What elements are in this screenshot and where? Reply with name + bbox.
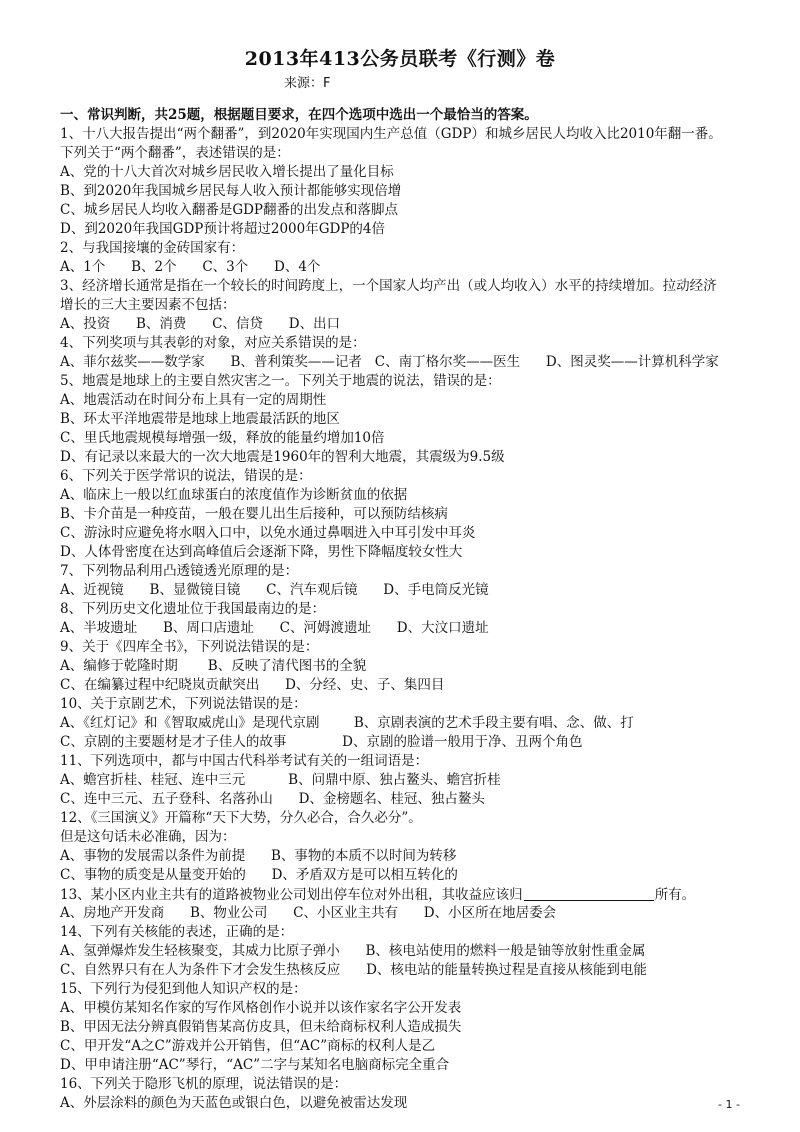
line-text: A、外层涂料的颜色为天蓝色或银白色，以避免被雷达发现 (60, 1095, 408, 1111)
line-text: C、连中三元、五子登科、名落孙山 D、金榜题名、桂冠、独占鳌头 (60, 791, 485, 807)
text-line (60, 372, 760, 391)
text-line (60, 581, 760, 600)
line-text: C、甲开发“A之C”游戏并公开销售，但“AC”商标的权利人是乙 (60, 1038, 436, 1054)
text-line (60, 353, 760, 372)
text-line (60, 543, 760, 562)
line-text: C、事物的质变是从量变开始的 D、矛盾双方是可以相互转化的 (60, 867, 458, 883)
line-tail-text: 所有。 (654, 887, 696, 903)
line-text: A、氢弹爆炸发生轻核聚变，其威力比原子弹小 B、核电站使用的燃料一般是铀等放射性重金属 (60, 943, 646, 959)
text-line (60, 201, 760, 220)
text-line (60, 657, 760, 676)
text-line (60, 866, 760, 885)
line-text: 15、下列行为侵犯到他人知识产权的是： (60, 981, 307, 997)
text-line (60, 942, 760, 961)
text-line (60, 961, 760, 980)
text-line (60, 163, 760, 182)
line-text: 9、关于《四库全书》，下列说法错误的是： (60, 639, 319, 655)
text-line (60, 771, 760, 790)
line-text: A、1个 B、2个 C、3个 D、4个 (60, 259, 321, 275)
text-line (60, 638, 760, 657)
line-text: 2、与我国接壤的金砖国家有： (60, 240, 245, 256)
text-line (60, 315, 760, 334)
text-line (60, 429, 760, 448)
text-line (60, 467, 760, 486)
line-text: 一、常识判断，共25题，根据题目要求，在四个选项中选出一个最恰当的答案。 (60, 107, 538, 123)
text-line (60, 600, 760, 619)
text-line (60, 239, 760, 258)
line-text: C、里氏地震规模每增强一级，释放的能量约增加10倍 (60, 430, 385, 446)
line-text: 增长的三大主要因素不包括： (60, 297, 236, 313)
text-line (60, 752, 760, 771)
line-text: A、近视镜 B、显微镜目镜 C、汽车观后镜 D、手电筒反光镜 (60, 582, 489, 598)
text-line (60, 847, 760, 866)
line-text: B、卡介苗是一种疫苗，一般在婴儿出生后接种，可以预防结核病 (60, 506, 448, 522)
line-text: 8、下列历史文化遗址位于我国最南边的是： (60, 601, 326, 617)
text-line (60, 410, 760, 429)
line-text: 4、下列奖项与其表彰的对象，对应关系错误的是： (60, 335, 366, 351)
text-line (60, 220, 760, 239)
line-text: C、京剧的主要题材是才子佳人的故事 D、京剧的脸谱一般用于净、丑两个角色 (60, 734, 583, 750)
text-line (60, 1018, 760, 1037)
line-text: B、到2020年我国城乡居民每人收入预计都能够实现倍增 (60, 183, 402, 199)
line-text: A、甲模仿某知名作家的写作风格创作小说并以该作家名字公开发表 (60, 1000, 462, 1016)
line-text: A、房地产开发商 B、物业公司 C、小区业主共有 D、小区所在地居委会 (60, 905, 557, 921)
text-line (60, 790, 760, 809)
source-label: 来源： (284, 76, 324, 91)
text-line (60, 714, 760, 733)
line-text: 13、某小区内业主共有的道路被物业公司划出停车位对外出租，其收益应该归 (60, 887, 523, 903)
line-text: A、临床上一般以红血球蛋白的浓度值作为诊断贫血的依据 (60, 487, 408, 503)
text-line (60, 904, 760, 923)
text-line (60, 1037, 760, 1056)
line-text: C、城乡居民人均收入翻番是GDP翻番的出发点和落脚点 (60, 202, 399, 218)
line-text: A、蟾宫折桂、桂冠、连中三元 B、问鼎中原、独占鳌头、蟾宫折桂 (60, 772, 501, 788)
line-text: A、半坡遗址 B、周口店遗址 C、河姆渡遗址 D、大汶口遗址 (60, 620, 489, 636)
line-text: A、地震活动在时间分布上具有一定的周期性 (60, 392, 327, 408)
section-heading (60, 106, 760, 125)
text-line (60, 486, 760, 505)
text-line (60, 695, 760, 714)
line-text: 12、《三国演义》开篇称“天下大势，分久必合，合久必分”。 (60, 810, 422, 826)
text-line (60, 809, 760, 828)
text-line (60, 999, 760, 1018)
document-title: 2013年413公务员联考《行测》卷 (244, 48, 556, 70)
line-text: B、环太平洋地震带是地球上地震最活跃的地区 (60, 411, 340, 427)
line-text: D、有记录以来最大的一次大地震是1960年的智利大地震，其震级为9.5级 (60, 449, 505, 465)
text-line (60, 182, 760, 201)
line-text: 14、下列有关核能的表述，正确的是： (60, 924, 294, 940)
line-text: A、《红灯记》和《智取威虎山》是现代京剧 B、京剧表演的艺术手段主要有唱、念、做、打 (60, 715, 634, 731)
line-text: 7、下列物品利用凸透镜透光原理的是： (60, 563, 299, 579)
line-text: A、编修于乾隆时期 B、反映了清代图书的全貌 (60, 658, 367, 674)
text-line (60, 1075, 760, 1094)
text-line (60, 980, 760, 999)
fill-in-blank (524, 885, 654, 901)
text-line (60, 619, 760, 638)
text-line (60, 144, 760, 163)
line-text: 3、经济增长通常是指在一个较长的时间跨度上，一个国家人均产出（或人均收入）水平的持续增加。拉动经济 (60, 278, 717, 294)
question-list (60, 106, 760, 1113)
text-line (60, 676, 760, 695)
line-text: A、事物的发展需以条件为前提 B、事物的本质不以时间为转移 (60, 848, 457, 864)
line-text: C、游泳时应避免将水咽入口中，以免水通过鼻咽进入中耳引发中耳炎 (60, 525, 476, 541)
text-line (60, 505, 760, 524)
text-line (60, 277, 760, 296)
line-text: 5、地震是地球上的主要自然灾害之一。下列关于地震的说法，错误的是： (60, 373, 501, 389)
line-text: 6、下列关于医学常识的说法，错误的是： (60, 468, 312, 484)
line-text: D、人体骨密度在达到高峰值后会逐渐下降，男性下降幅度较女性大 (60, 544, 463, 560)
page-number: - 1 - (718, 1098, 740, 1111)
line-text: B、甲因无法分辨真假销售某高仿皮具，但未给商标权利人造成损失 (60, 1019, 462, 1035)
text-line (60, 733, 760, 752)
line-text: C、在编纂过程中纪晓岚贡献突出 D、分经、史、子、集四目 (60, 677, 445, 693)
text-line (60, 258, 760, 277)
text-line (60, 296, 760, 315)
line-text: 16、下列关于隐形飞机的原理，说法错误的是： (60, 1076, 348, 1092)
line-text: 下列关于“两个翻番”，表述错误的是： (60, 145, 290, 161)
line-text: A、投资 B、消费 C、信贷 D、出口 (60, 316, 341, 332)
line-text: 1、十八大报告提出“两个翻番”，到2020年实现国内生产总值（GDP）和城乡居民人均收入比2010年翻一番。 (60, 126, 722, 142)
line-text: 10、关于京剧艺术，下列说法错误的是： (60, 696, 307, 712)
text-line (60, 448, 760, 467)
text-line (60, 885, 760, 904)
line-text: 11、下列选项中，都与中国古代科举考试有关的一组词语是： (60, 753, 429, 769)
line-text: D、甲申请注册“AC”琴行，“AC”二字与某知名电脑商标完全重合 (60, 1057, 450, 1073)
text-line (60, 923, 760, 942)
text-line (60, 1094, 760, 1113)
text-line (60, 391, 760, 410)
text-line (60, 125, 760, 144)
text-line (60, 562, 760, 581)
text-line (60, 828, 760, 847)
line-text: C、自然界只有在人为条件下才会发生热核反应 D、核电站的能量转换过程是直接从核能到电能 (60, 962, 647, 978)
text-line (60, 524, 760, 543)
line-text: 但是这句话未必准确，因为： (60, 829, 236, 845)
line-text: A、菲尔兹奖——数学家 B、普利策奖——记者 C、南丁格尔奖——医生 D、图灵奖——计算机科学家 (60, 354, 719, 370)
text-line (60, 334, 760, 353)
text-line (60, 1056, 760, 1075)
line-text: D、到2020年我国GDP预计将超过2000年GDP的4倍 (60, 221, 386, 237)
source-value: F (323, 76, 331, 91)
line-text: A、党的十八大首次对城乡居民收入增长提出了量化目标 (60, 164, 394, 180)
source-line (284, 72, 331, 91)
